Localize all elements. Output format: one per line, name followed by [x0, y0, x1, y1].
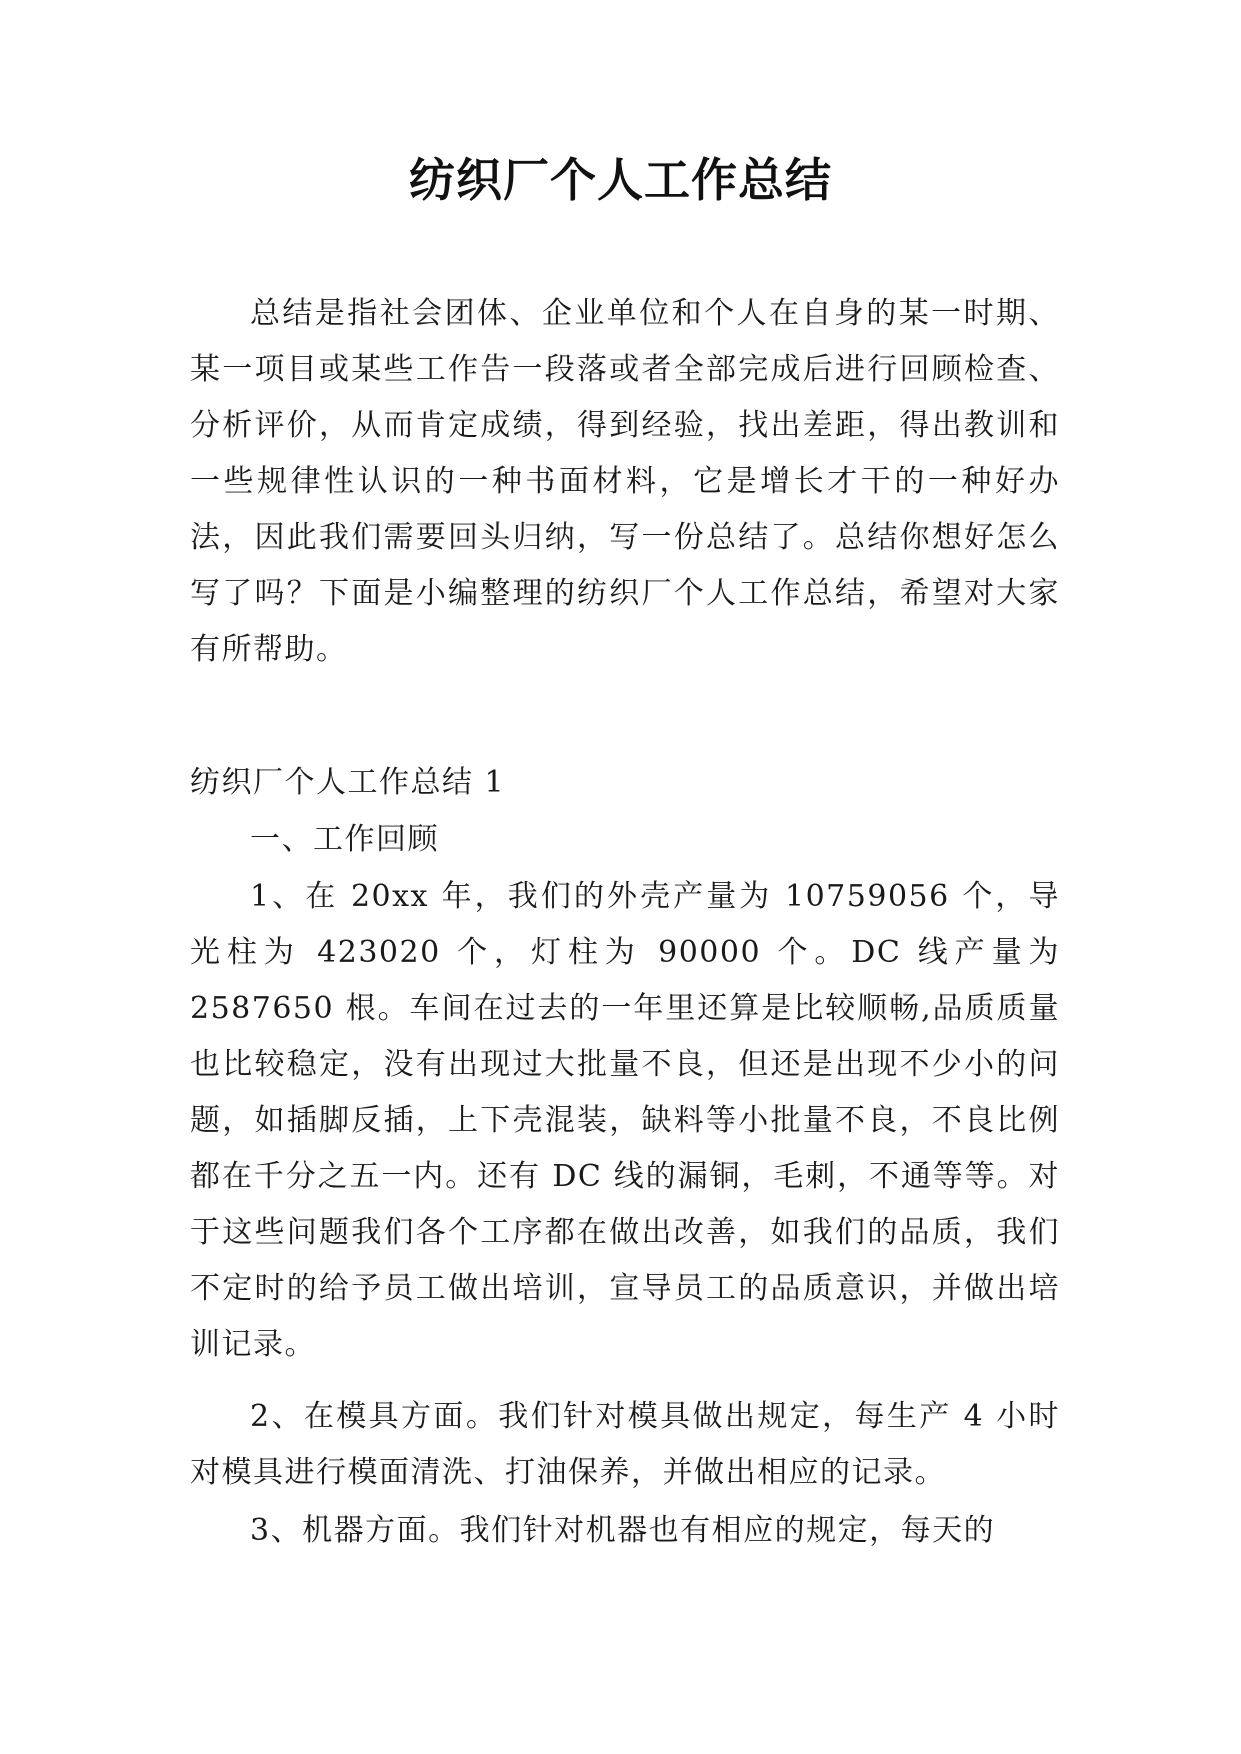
paragraph-production: 1、在 20xx 年，我们的外壳产量为 10759056 个，导光柱为 423020 个，灯柱为 90000 个。DC 线产量为 2587650 根。车间在过去的一年里还算是比较顺畅,品质质量也比较稳定，没有出现过大批量不良，但还是出现不少小的问题，如插脚反插，上下壳混装，缺料等小批量不良，不良比例都在千分之五一内。还有 DC 线的漏铜，毛刺，不通等等。对于这些问题我们各个工序都在做出改善，如我们的品质，我们不定时的给予员工做出培训，宣导员工的品质意识，并做出培训记录。: [190, 879, 1060, 1362]
heading-work-review: 一、工作回顾: [250, 822, 439, 857]
intro-paragraph: 总结是指社会团体、企业单位和个人在自身的某一时期、某一项目或某些工作告一段落或者全部完成后进行回顾检查、分析评价，从而肯定成绩，得到经验，找出差距，得出教训和一些规律性认识的一种书面材料，它是增长才干的一种好办法，因此我们需要回头归纳，写一份总结了。总结你想好怎么写了吗？下面是小编整理的纺织厂个人工作总结，希望对大家有所帮助。: [190, 296, 1060, 667]
paragraph-machines: 3、机器方面。我们针对机器也有相应的规定，每天的: [250, 1513, 996, 1548]
paragraph-molds: 2、在模具方面。我们针对模具做出规定，每生产 4 小时对模具进行模面清洗、打油保养，并做出相应的记录。: [190, 1399, 1060, 1490]
section-title: 纺织厂个人工作总结 1: [190, 765, 506, 800]
document-title: 纺织厂个人工作总结: [409, 153, 832, 207]
